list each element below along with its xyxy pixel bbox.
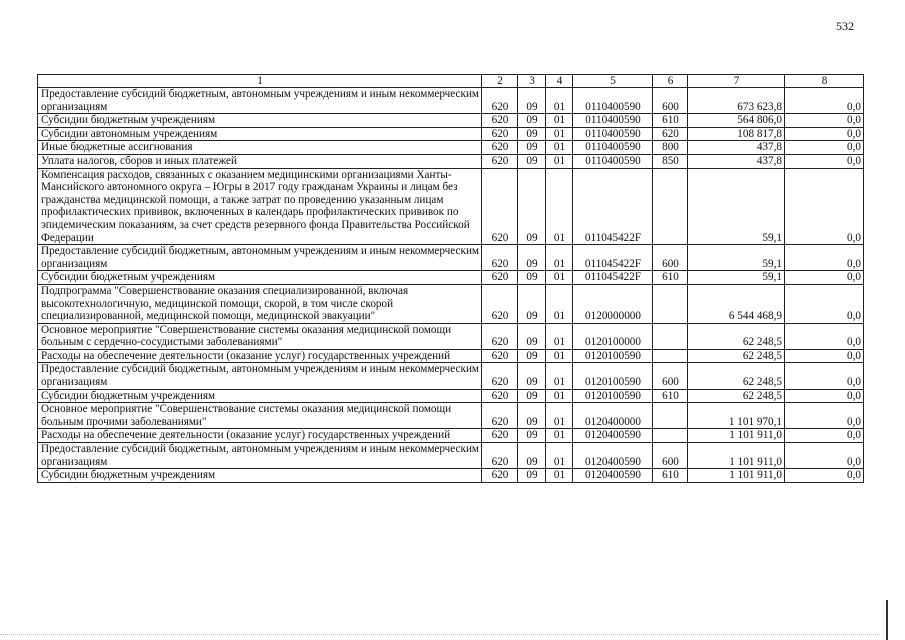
row-code-subsection: 01 bbox=[546, 245, 573, 271]
row-code-admin: 620 bbox=[482, 284, 518, 323]
row-amount-extra: 0,0 bbox=[785, 349, 864, 363]
row-code-section: 09 bbox=[518, 349, 546, 363]
budget-table bbox=[37, 74, 864, 483]
row-name: Основное мероприятие "Совершенствование системы оказания медицинской помощи больным с сердечно-сосудистыми заболеваниями" bbox=[38, 323, 482, 349]
header-col-8: 8 bbox=[785, 75, 864, 88]
row-name: Субсидии автономным учреждениям bbox=[38, 127, 482, 141]
row-code-section: 09 bbox=[518, 271, 546, 285]
row-code-expense-type: 610 bbox=[653, 271, 688, 285]
row-name: Субсидии бюджетным учреждениям bbox=[38, 114, 482, 128]
row-code-admin: 620 bbox=[482, 127, 518, 141]
row-name: Компенсация расходов, связанных с оказанием медицинскими организациями Ханты-Мансийского автономного округа – Югры в 2017 году гражданам Украины и лицам без гражданства медицинской помощи, а также затрат по проведению указанным лицам профилактических прививок, включенных в календарь профилактических прививок по эпидемическим показаниям, за счет средств резервного фонда Правительства Российской Федерации bbox=[38, 168, 482, 245]
row-amount: 62 248,5 bbox=[688, 363, 785, 389]
scan-edge-mark bbox=[886, 600, 888, 640]
row-amount: 62 248,5 bbox=[688, 323, 785, 349]
row-amount: 1 101 970,1 bbox=[688, 403, 785, 429]
row-amount-extra: 0,0 bbox=[785, 114, 864, 128]
row-code-target: 011045422F bbox=[573, 245, 653, 271]
row-code-section: 09 bbox=[518, 323, 546, 349]
row-code-subsection: 01 bbox=[546, 271, 573, 285]
row-name: Предоставление субсидий бюджетным, автономным учреждениям и иным некоммерческим организациям bbox=[38, 88, 482, 114]
row-amount: 1 101 911,0 bbox=[688, 469, 785, 483]
row-code-target: 0110400590 bbox=[573, 141, 653, 155]
row-code-admin: 620 bbox=[482, 349, 518, 363]
table-body bbox=[38, 88, 864, 483]
table-row bbox=[38, 88, 864, 114]
row-name: Субсидии бюджетным учреждениям bbox=[38, 389, 482, 403]
row-code-expense-type: 610 bbox=[653, 469, 688, 483]
row-code-section: 09 bbox=[518, 443, 546, 469]
row-code-expense-type: 600 bbox=[653, 363, 688, 389]
header-col-2: 2 bbox=[482, 75, 518, 88]
row-code-expense-type bbox=[653, 168, 688, 245]
row-amount: 59,1 bbox=[688, 271, 785, 285]
row-name: Предоставление субсидий бюджетным, автономным учреждениям и иным некоммерческим организациям bbox=[38, 245, 482, 271]
row-code-admin: 620 bbox=[482, 88, 518, 114]
row-amount: 6 544 468,9 bbox=[688, 284, 785, 323]
row-amount: 108 817,8 bbox=[688, 127, 785, 141]
row-code-subsection: 01 bbox=[546, 88, 573, 114]
row-code-target: 0120100000 bbox=[573, 323, 653, 349]
row-code-section: 09 bbox=[518, 245, 546, 271]
row-code-target: 011045422F bbox=[573, 168, 653, 245]
row-amount-extra: 0,0 bbox=[785, 389, 864, 403]
row-amount: 59,1 bbox=[688, 168, 785, 245]
table-row bbox=[38, 349, 864, 363]
row-code-admin: 620 bbox=[482, 141, 518, 155]
table-row bbox=[38, 469, 864, 483]
table-row bbox=[38, 127, 864, 141]
row-amount-extra: 0,0 bbox=[785, 403, 864, 429]
row-code-subsection: 01 bbox=[546, 127, 573, 141]
row-code-expense-type bbox=[653, 323, 688, 349]
row-code-section: 09 bbox=[518, 154, 546, 168]
row-code-subsection: 01 bbox=[546, 141, 573, 155]
row-code-admin: 620 bbox=[482, 114, 518, 128]
row-code-admin: 620 bbox=[482, 363, 518, 389]
row-name: Предоставление субсидий бюджетным, автономным учреждениям и иным некоммерческим организациям bbox=[38, 443, 482, 469]
row-code-target: 0110400590 bbox=[573, 127, 653, 141]
row-code-section: 09 bbox=[518, 168, 546, 245]
row-name: Иные бюджетные ассигнования bbox=[38, 141, 482, 155]
row-code-admin: 620 bbox=[482, 154, 518, 168]
row-code-admin: 620 bbox=[482, 469, 518, 483]
row-code-subsection: 01 bbox=[546, 284, 573, 323]
row-code-target: 0110400590 bbox=[573, 114, 653, 128]
row-code-expense-type: 850 bbox=[653, 154, 688, 168]
row-code-target: 0120100590 bbox=[573, 349, 653, 363]
row-amount: 437,8 bbox=[688, 141, 785, 155]
row-code-subsection: 01 bbox=[546, 168, 573, 245]
row-amount: 1 101 911,0 bbox=[688, 429, 785, 443]
row-code-admin: 620 bbox=[482, 443, 518, 469]
row-code-expense-type: 800 bbox=[653, 141, 688, 155]
row-name: Основное мероприятие "Совершенствование системы оказания медицинской помощи больным прочими заболеваниями" bbox=[38, 403, 482, 429]
row-code-section: 09 bbox=[518, 389, 546, 403]
row-code-expense-type bbox=[653, 284, 688, 323]
row-code-admin: 620 bbox=[482, 245, 518, 271]
row-code-target: 0120400000 bbox=[573, 403, 653, 429]
header-row bbox=[38, 75, 864, 88]
row-amount-extra: 0,0 bbox=[785, 127, 864, 141]
page-number: 532 bbox=[836, 19, 854, 33]
row-code-expense-type bbox=[653, 403, 688, 429]
row-code-section: 09 bbox=[518, 88, 546, 114]
header-col-4: 4 bbox=[546, 75, 573, 88]
row-code-subsection: 01 bbox=[546, 469, 573, 483]
row-amount: 62 248,5 bbox=[688, 389, 785, 403]
header-col-6: 6 bbox=[653, 75, 688, 88]
row-name: Субсидии бюджетным учреждениям bbox=[38, 271, 482, 285]
row-code-section: 09 bbox=[518, 284, 546, 323]
row-code-subsection: 01 bbox=[546, 114, 573, 128]
row-code-target: 011045422F bbox=[573, 271, 653, 285]
row-code-section: 09 bbox=[518, 114, 546, 128]
row-code-target: 0120400590 bbox=[573, 443, 653, 469]
table-row bbox=[38, 154, 864, 168]
row-code-target: 0110400590 bbox=[573, 88, 653, 114]
row-name: Подпрограмма "Совершенствование оказания специализированной, включая высокотехнологичную, медицинской помощи, скорой, в том числе скорой специализированной, медицинской помощи, медицинской эвакуации" bbox=[38, 284, 482, 323]
table-row bbox=[38, 443, 864, 469]
row-name: Расходы на обеспечение деятельности (оказание услуг) государственных учреждений bbox=[38, 349, 482, 363]
row-code-subsection: 01 bbox=[546, 154, 573, 168]
row-amount-extra: 0,0 bbox=[785, 469, 864, 483]
row-code-target: 0120400590 bbox=[573, 469, 653, 483]
table-row bbox=[38, 245, 864, 271]
header-col-1: 1 bbox=[38, 75, 482, 88]
table-row bbox=[38, 168, 864, 245]
row-code-section: 09 bbox=[518, 141, 546, 155]
row-code-expense-type bbox=[653, 349, 688, 363]
header-col-5: 5 bbox=[573, 75, 653, 88]
row-amount-extra: 0,0 bbox=[785, 245, 864, 271]
table-row bbox=[38, 271, 864, 285]
row-code-admin: 620 bbox=[482, 271, 518, 285]
row-amount: 59,1 bbox=[688, 245, 785, 271]
row-code-expense-type: 620 bbox=[653, 127, 688, 141]
scan-noise-line bbox=[0, 634, 880, 636]
row-name: Предоставление субсидий бюджетным, автономным учреждениям и иным некоммерческим организациям bbox=[38, 363, 482, 389]
row-code-section: 09 bbox=[518, 429, 546, 443]
row-amount: 1 101 911,0 bbox=[688, 443, 785, 469]
row-code-admin: 620 bbox=[482, 168, 518, 245]
table-row bbox=[38, 284, 864, 323]
row-code-target: 0120400590 bbox=[573, 429, 653, 443]
row-code-subsection: 01 bbox=[546, 403, 573, 429]
row-code-expense-type: 600 bbox=[653, 443, 688, 469]
row-amount: 437,8 bbox=[688, 154, 785, 168]
row-amount-extra: 0,0 bbox=[785, 443, 864, 469]
table-row bbox=[38, 429, 864, 443]
row-code-subsection: 01 bbox=[546, 389, 573, 403]
row-code-expense-type bbox=[653, 429, 688, 443]
row-code-expense-type: 610 bbox=[653, 114, 688, 128]
row-code-section: 09 bbox=[518, 127, 546, 141]
table-row bbox=[38, 323, 864, 349]
row-amount-extra: 0,0 bbox=[785, 88, 864, 114]
row-code-expense-type: 600 bbox=[653, 88, 688, 114]
row-amount-extra: 0,0 bbox=[785, 284, 864, 323]
row-code-subsection: 01 bbox=[546, 349, 573, 363]
row-code-admin: 620 bbox=[482, 323, 518, 349]
row-amount-extra: 0,0 bbox=[785, 271, 864, 285]
row-code-admin: 620 bbox=[482, 429, 518, 443]
row-amount: 673 623,8 bbox=[688, 88, 785, 114]
row-code-target: 0120100590 bbox=[573, 363, 653, 389]
row-amount-extra: 0,0 bbox=[785, 141, 864, 155]
row-amount-extra: 0,0 bbox=[785, 323, 864, 349]
row-amount-extra: 0,0 bbox=[785, 429, 864, 443]
row-code-subsection: 01 bbox=[546, 363, 573, 389]
row-code-target: 0120100590 bbox=[573, 389, 653, 403]
row-code-expense-type: 600 bbox=[653, 245, 688, 271]
row-name: Расходы на обеспечение деятельности (оказание услуг) государственных учреждений bbox=[38, 429, 482, 443]
row-code-section: 09 bbox=[518, 469, 546, 483]
row-amount-extra: 0,0 bbox=[785, 363, 864, 389]
table-row bbox=[38, 141, 864, 155]
header-col-7: 7 bbox=[688, 75, 785, 88]
table-row bbox=[38, 403, 864, 429]
row-amount: 62 248,5 bbox=[688, 349, 785, 363]
table-row bbox=[38, 389, 864, 403]
row-code-section: 09 bbox=[518, 363, 546, 389]
row-amount: 564 806,0 bbox=[688, 114, 785, 128]
row-code-subsection: 01 bbox=[546, 429, 573, 443]
row-amount-extra: 0,0 bbox=[785, 154, 864, 168]
row-code-admin: 620 bbox=[482, 389, 518, 403]
row-code-expense-type: 610 bbox=[653, 389, 688, 403]
row-code-target: 0120000000 bbox=[573, 284, 653, 323]
row-code-subsection: 01 bbox=[546, 323, 573, 349]
row-name: Субсидии бюджетным учреждениям bbox=[38, 469, 482, 483]
header-col-3: 3 bbox=[518, 75, 546, 88]
table-row bbox=[38, 363, 864, 389]
table-row bbox=[38, 114, 864, 128]
row-code-target: 0110400590 bbox=[573, 154, 653, 168]
row-code-admin: 620 bbox=[482, 403, 518, 429]
row-code-section: 09 bbox=[518, 403, 546, 429]
row-name: Уплата налогов, сборов и иных платежей bbox=[38, 154, 482, 168]
row-code-subsection: 01 bbox=[546, 443, 573, 469]
row-amount-extra: 0,0 bbox=[785, 168, 864, 245]
